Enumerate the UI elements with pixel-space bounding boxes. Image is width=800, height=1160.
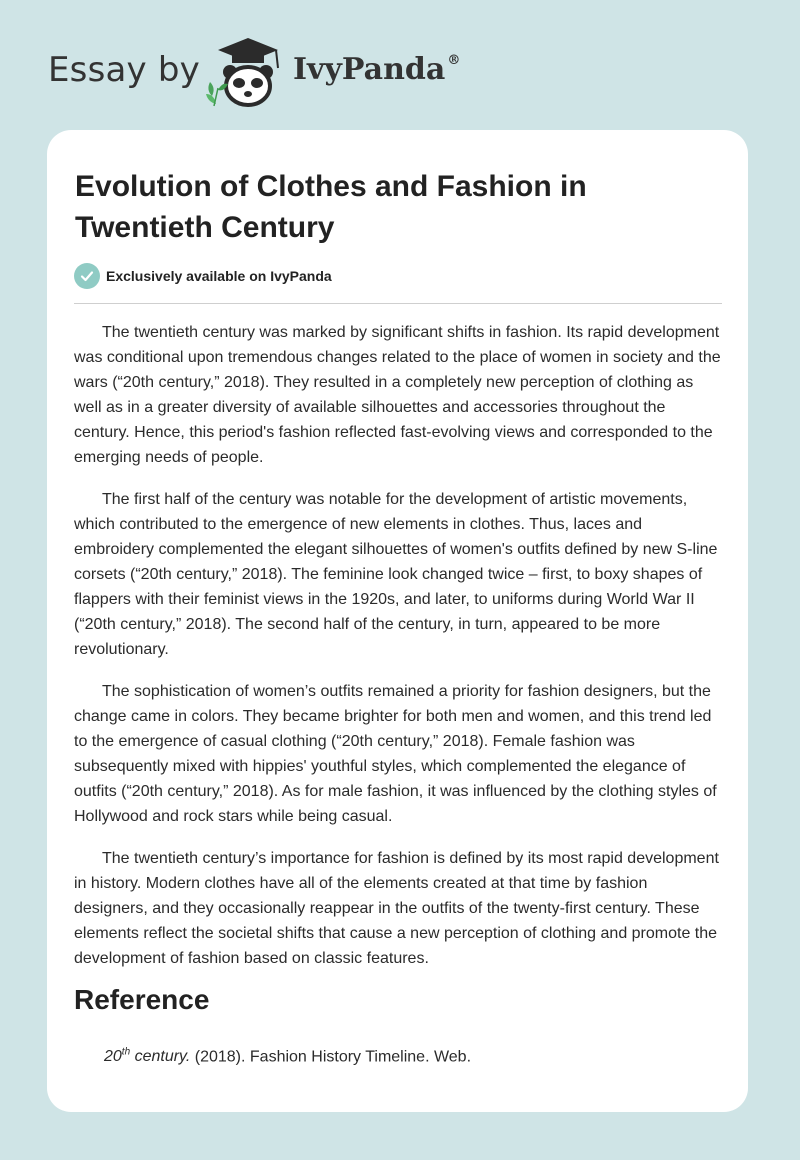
paragraph: The twentieth century was marked by significant shifts in fashion. Its rapid development was conditional upon tremendous changes related to the place of women in society and the wars (“20th century,” 2018). They resulted in a completely new perception of clothing as well as in a greater diversity of available silhouettes and accessories throughout the century. Hence, this period's fashion reflected fast-evolving views and corresponded to the emerging needs of people. xyxy=(74,324,721,466)
article-body xyxy=(74,320,724,988)
reference-details: (2018). Fashion History Timeline. Web. xyxy=(190,1048,472,1066)
paragraph: The twentieth century’s importance for fashion is defined by its most rapid development in history. Modern clothes have all of the elements created at that time by fashion designers, and they occasionally reappear in the outfits of the twenty-first century. These elements reflect the societal shifts that cause a new perception of clothing and promote the development of fashion based on classic features. xyxy=(74,850,719,967)
badge-text: Exclusively available on IvyPanda xyxy=(106,268,332,284)
brand-name[interactable] xyxy=(293,52,460,87)
article-card xyxy=(47,130,748,1112)
article-title: Evolution of Clothes and Fashion in Twentieth Century xyxy=(75,170,587,244)
reference-title-rest: century. xyxy=(130,1048,191,1066)
essay-by-label: Essay by xyxy=(48,50,200,90)
divider xyxy=(74,303,722,304)
reference-entry xyxy=(104,1047,471,1066)
paragraph: The sophistication of women’s outfits remained a priority for fashion designers, but the change came in colors. They became brighter for both men and women, and this trend led to the emergence of casual clothing (“20th century,” 2018). Female fashion was subsequently mixed with hippies' youthful styles, which complemented the elegance of outfits (“20th century,” 2018). As for male fashion, it was influenced by the clothing styles of Hollywood and rock stars while being casual. xyxy=(74,683,717,825)
panda-logo-icon[interactable] xyxy=(198,34,290,108)
registered-mark: ® xyxy=(447,53,461,68)
reference-heading: Reference xyxy=(74,984,210,1015)
check-icon xyxy=(74,263,100,289)
reference-title-number: 20 xyxy=(104,1048,122,1066)
reference-source-title xyxy=(104,1048,190,1065)
paragraph: The first half of the century was notable for the development of artistic movements, which contributed to the emergence of new elements in clothes. Thus, laces and embroidery complemented the elegant silhouettes of women's outfits defined by new S-line corsets (“20th century,” 2018). The feminine look changed twice – first, to boxy shapes of flappers with their feminist views in the 1920s, and later, to uniforms during World War II (“20th century,” 2018). The second half of the century, in turn, appeared to be more revolutionary. xyxy=(74,491,718,658)
exclusive-badge xyxy=(74,263,332,289)
brand-text: IvyPanda xyxy=(293,52,446,87)
site-header xyxy=(0,0,800,130)
reference-title-ordinal: th xyxy=(121,1047,131,1058)
